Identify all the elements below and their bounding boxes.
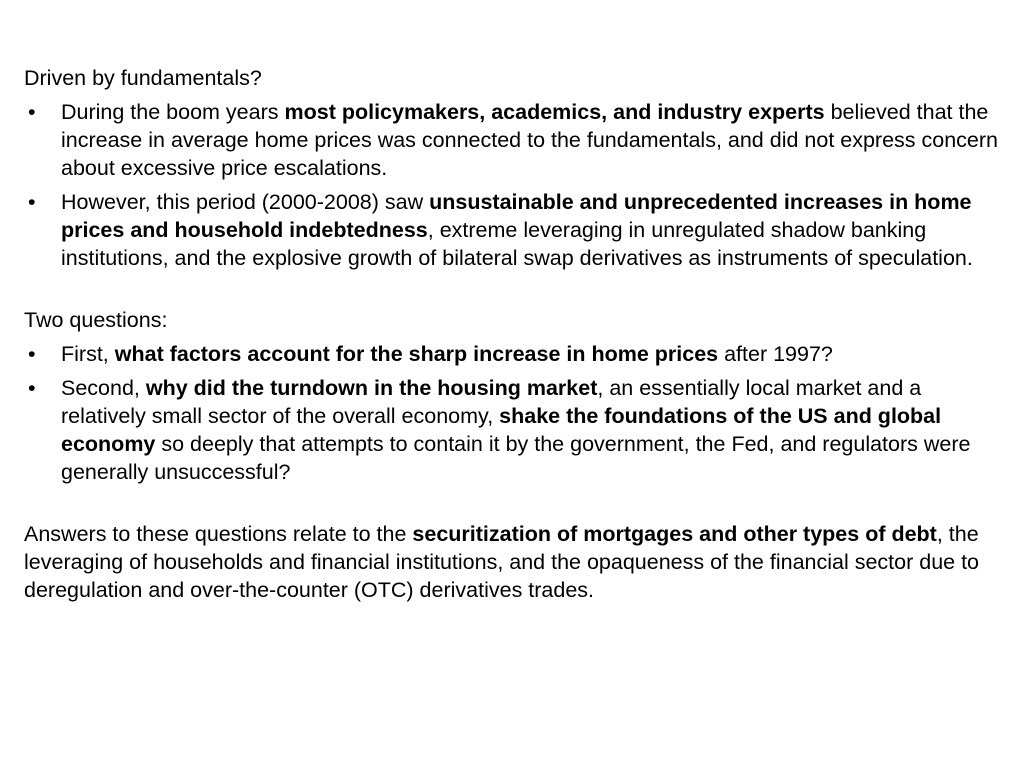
bullet-text: First, <box>61 342 115 366</box>
bullet-icon: • <box>28 376 36 400</box>
bullet-text-bold: most policymakers, academics, and industry experts <box>284 100 825 124</box>
bullet-icon: • <box>28 100 36 124</box>
conclusion-text: Answers to these questions relate to the <box>24 522 413 546</box>
bullet-text: after 1997? <box>718 342 833 366</box>
bullet-icon: • <box>28 190 36 214</box>
bullet-item <box>24 374 999 486</box>
bullet-text-bold: unsustainable and unprecedented increases in home prices and household indebtedness <box>61 190 972 242</box>
bullet-text: believed that the increase in average home prices was connected to the fundamentals, and did not express concern about excessive price escalations. <box>61 100 999 180</box>
bullet-text: so deeply that attempts to contain it by the government, the Fed, and regulators were generally unsuccessful? <box>61 432 971 484</box>
section2-bullet-list <box>24 340 999 486</box>
spacer <box>24 278 999 306</box>
bullet-text-bold: why did the turndown in the housing market <box>145 376 598 400</box>
section1-heading: Driven by fundamentals? <box>24 66 262 90</box>
spacer <box>24 492 999 520</box>
bullet-text: Second, <box>61 376 146 400</box>
slide-content <box>24 64 999 604</box>
bullet-text-bold: shake the foundations of the US and global economy <box>61 404 942 456</box>
bullet-text: , an essentially local market and a relatively small sector of the overall economy, <box>61 376 922 428</box>
conclusion-text-bold: securitization of mortgages and other types of debt <box>412 522 937 546</box>
bullet-text: During the boom years <box>61 100 285 124</box>
conclusion-text: , the leveraging of households and financial institutions, and the opaqueness of the financial sector due to deregulation and over-the-counter (OTC) derivatives trades. <box>24 522 980 602</box>
bullet-item <box>24 188 999 272</box>
bullet-item <box>24 340 999 368</box>
bullet-item <box>24 98 999 182</box>
section2-heading: Two questions: <box>24 308 168 332</box>
section1-bullet-list <box>24 98 999 272</box>
bullet-text: However, this period (2000-2008) saw <box>61 190 430 214</box>
bullet-icon: • <box>28 342 36 366</box>
bullet-text: , extreme leveraging in unregulated shadow banking institutions, and the explosive growth of bilateral swap derivatives as instruments of speculation. <box>61 218 973 270</box>
bullet-text-bold: what factors account for the sharp increase in home prices <box>114 342 719 366</box>
conclusion-paragraph <box>24 520 999 604</box>
